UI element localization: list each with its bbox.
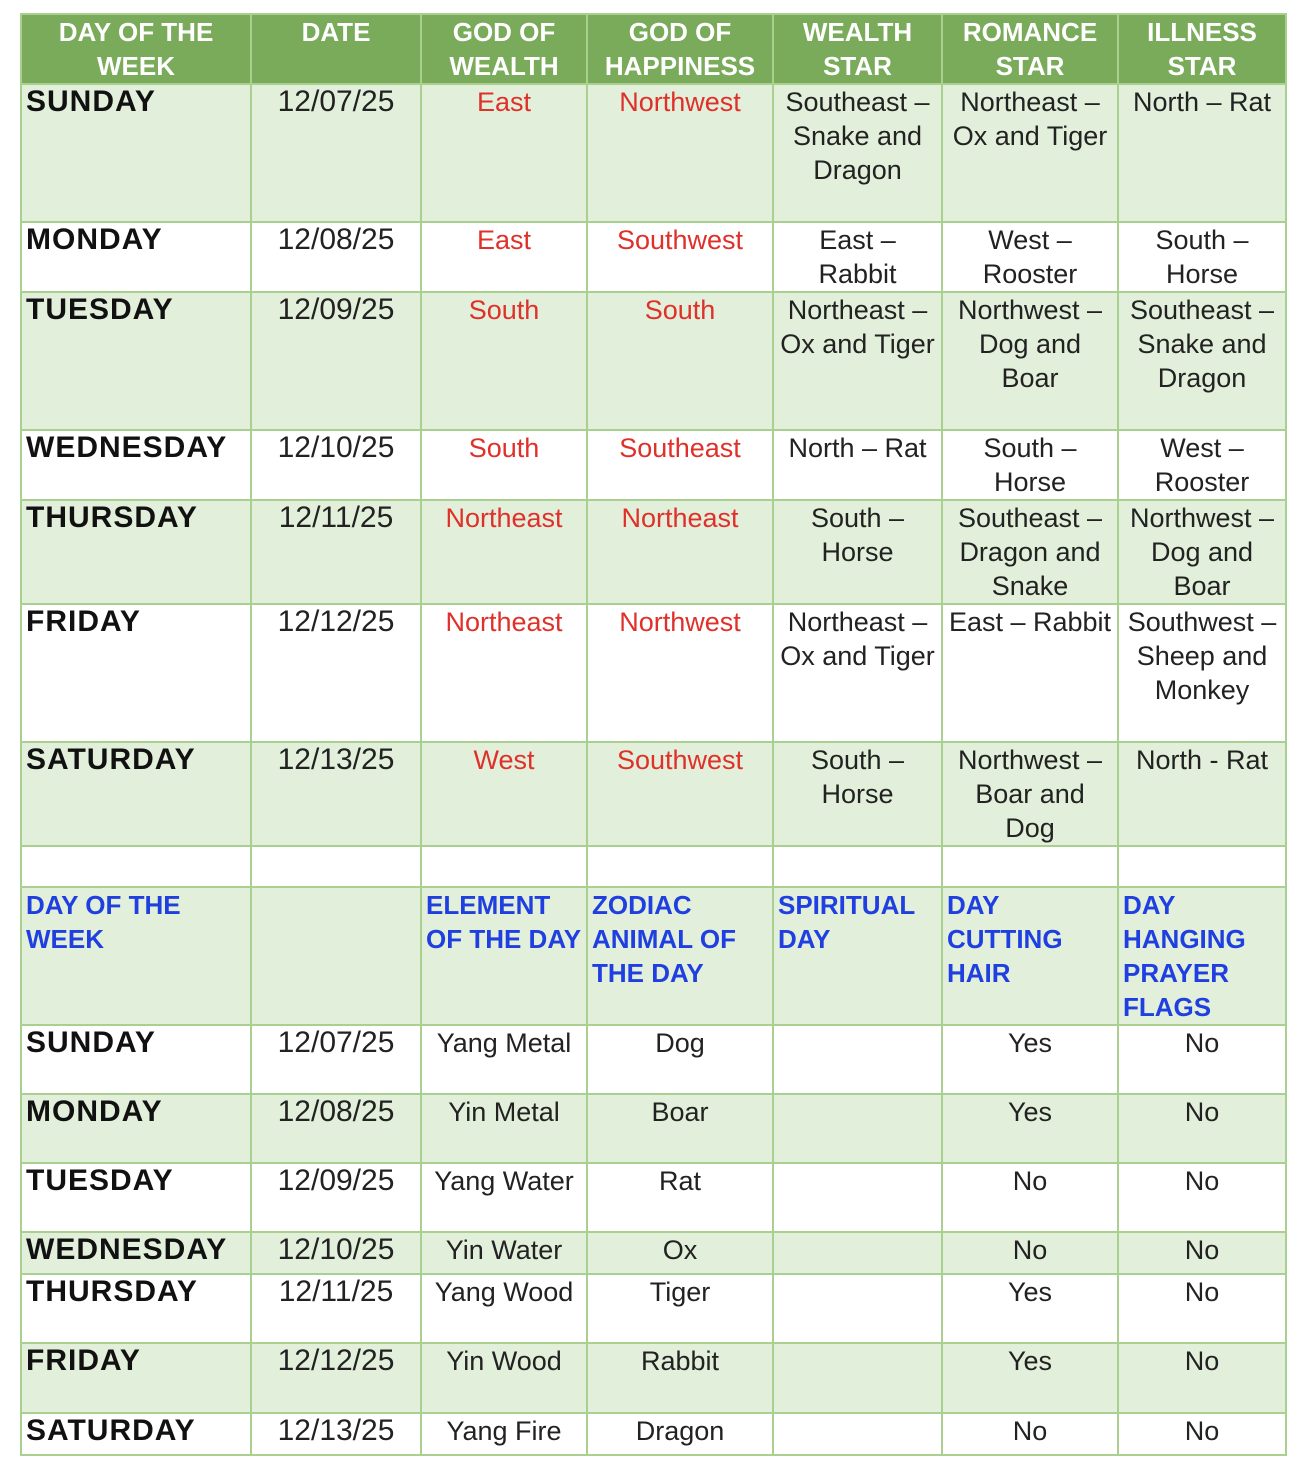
empty-cell — [587, 846, 773, 887]
god-of-wealth-cell: South — [421, 292, 587, 430]
date-cell: 12/07/25 — [251, 1025, 421, 1094]
zodiac-animal-cell: Boar — [587, 1094, 773, 1163]
spiritual-day-cell — [773, 1343, 942, 1413]
header-row — [21, 14, 1286, 84]
day-cell: SUNDAY — [21, 84, 251, 222]
prayer-flags-cell: No — [1118, 1274, 1286, 1343]
element-cell: Yin Wood — [421, 1343, 587, 1413]
table-row — [21, 1232, 1286, 1274]
romance-star-cell: West – Rooster — [942, 222, 1118, 292]
day-cell: TUESDAY — [21, 1163, 251, 1232]
empty-cell — [421, 846, 587, 887]
header-day-2: DAY OF THE WEEK — [21, 887, 251, 1025]
spiritual-day-cell — [773, 1025, 942, 1094]
prayer-flags-cell: No — [1118, 1232, 1286, 1274]
date-cell: 12/11/25 — [251, 500, 421, 604]
day-cell: WEDNESDAY — [21, 430, 251, 500]
illness-star-cell: South – Horse — [1118, 222, 1286, 292]
date-cell: 12/12/25 — [251, 1343, 421, 1413]
header-blank — [251, 887, 421, 1025]
table-row — [21, 84, 1286, 222]
god-of-happiness-cell: Southwest — [587, 742, 773, 846]
empty-cell — [21, 846, 251, 887]
wealth-star-cell: South – Horse — [773, 742, 942, 846]
god-of-happiness-cell: Northwest — [587, 604, 773, 742]
spiritual-day-cell — [773, 1232, 942, 1274]
wealth-star-cell: Northeast – Ox and Tiger — [773, 292, 942, 430]
second-header-row — [21, 887, 1286, 1025]
god-of-wealth-cell: Northeast — [421, 604, 587, 742]
romance-star-cell: Southeast – Dragon and Snake — [942, 500, 1118, 604]
day-cell: THURSDAY — [21, 500, 251, 604]
header-zodiac-animal: ZODIAC ANIMAL OF THE DAY — [587, 887, 773, 1025]
table-row — [21, 1094, 1286, 1163]
wealth-star-cell: South – Horse — [773, 500, 942, 604]
day-cell: WEDNESDAY — [21, 1232, 251, 1274]
header-romance-star: ROMANCE STAR — [942, 14, 1118, 84]
date-cell: 12/07/25 — [251, 84, 421, 222]
god-of-wealth-cell: South — [421, 430, 587, 500]
table-row — [21, 604, 1286, 742]
cutting-hair-cell: No — [942, 1163, 1118, 1232]
cutting-hair-cell: Yes — [942, 1094, 1118, 1163]
table-row — [21, 1274, 1286, 1343]
header-illness-star: ILLNESS STAR — [1118, 14, 1286, 84]
god-of-happiness-cell: Southwest — [587, 222, 773, 292]
day-cell: SATURDAY — [21, 742, 251, 846]
god-of-happiness-cell: Northwest — [587, 84, 773, 222]
header-prayer-flags: DAY HANGING PRAYER FLAGS — [1118, 887, 1286, 1025]
date-cell: 12/09/25 — [251, 292, 421, 430]
header-wealth-star: WEALTH STAR — [773, 14, 942, 84]
feng-shui-schedule-table — [20, 13, 1287, 1456]
zodiac-animal-cell: Rabbit — [587, 1343, 773, 1413]
day-cell: SATURDAY — [21, 1413, 251, 1455]
cutting-hair-cell: Yes — [942, 1274, 1118, 1343]
god-of-happiness-cell: Southeast — [587, 430, 773, 500]
cutting-hair-cell: No — [942, 1413, 1118, 1455]
zodiac-animal-cell: Dog — [587, 1025, 773, 1094]
god-of-wealth-cell: East — [421, 84, 587, 222]
table-row — [21, 1413, 1286, 1455]
romance-star-cell: South – Horse — [942, 430, 1118, 500]
cutting-hair-cell: Yes — [942, 1025, 1118, 1094]
date-cell: 12/09/25 — [251, 1163, 421, 1232]
zodiac-animal-cell: Ox — [587, 1232, 773, 1274]
date-cell: 12/10/25 — [251, 1232, 421, 1274]
cutting-hair-cell: No — [942, 1232, 1118, 1274]
date-cell: 12/08/25 — [251, 1094, 421, 1163]
date-cell: 12/13/25 — [251, 1413, 421, 1455]
prayer-flags-cell: No — [1118, 1163, 1286, 1232]
header-date: DATE — [251, 14, 421, 84]
day-cell: SUNDAY — [21, 1025, 251, 1094]
element-cell: Yang Wood — [421, 1274, 587, 1343]
empty-cell — [1118, 846, 1286, 887]
day-cell: MONDAY — [21, 222, 251, 292]
date-cell: 12/11/25 — [251, 1274, 421, 1343]
table-row — [21, 1343, 1286, 1413]
element-cell: Yang Metal — [421, 1025, 587, 1094]
date-cell: 12/08/25 — [251, 222, 421, 292]
prayer-flags-cell: No — [1118, 1025, 1286, 1094]
empty-cell — [942, 846, 1118, 887]
header-cutting-hair: DAY CUTTING HAIR — [942, 887, 1118, 1025]
illness-star-cell: North – Rat — [1118, 84, 1286, 222]
spacer-row — [21, 846, 1286, 887]
prayer-flags-cell: No — [1118, 1413, 1286, 1455]
god-of-wealth-cell: Northeast — [421, 500, 587, 604]
prayer-flags-cell: No — [1118, 1094, 1286, 1163]
header-spiritual-day: SPIRITUAL DAY — [773, 887, 942, 1025]
header-god-of-happiness: GOD OF HAPPINESS — [587, 14, 773, 84]
table-row — [21, 1163, 1286, 1232]
element-cell: Yang Fire — [421, 1413, 587, 1455]
cutting-hair-cell: Yes — [942, 1343, 1118, 1413]
element-cell: Yin Water — [421, 1232, 587, 1274]
zodiac-animal-cell: Rat — [587, 1163, 773, 1232]
day-cell: FRIDAY — [21, 1343, 251, 1413]
illness-star-cell: Southeast – Snake and Dragon — [1118, 292, 1286, 430]
table-row — [21, 1025, 1286, 1094]
table-row — [21, 292, 1286, 430]
table-row — [21, 430, 1286, 500]
wealth-star-cell: Southeast – Snake and Dragon — [773, 84, 942, 222]
wealth-star-cell: North – Rat — [773, 430, 942, 500]
empty-cell — [251, 846, 421, 887]
element-cell: Yin Metal — [421, 1094, 587, 1163]
romance-star-cell: East – Rabbit — [942, 604, 1118, 742]
header-element: ELEMENT OF THE DAY — [421, 887, 587, 1025]
spiritual-day-cell — [773, 1094, 942, 1163]
god-of-wealth-cell: East — [421, 222, 587, 292]
illness-star-cell: West – Rooster — [1118, 430, 1286, 500]
wealth-star-cell: Northeast – Ox and Tiger — [773, 604, 942, 742]
zodiac-animal-cell: Dragon — [587, 1413, 773, 1455]
romance-star-cell: Northwest – Dog and Boar — [942, 292, 1118, 430]
table-row — [21, 222, 1286, 292]
date-cell: 12/12/25 — [251, 604, 421, 742]
day-cell: MONDAY — [21, 1094, 251, 1163]
table-row — [21, 500, 1286, 604]
god-of-wealth-cell: West — [421, 742, 587, 846]
header-god-of-wealth: GOD OF WEALTH — [421, 14, 587, 84]
date-cell: 12/10/25 — [251, 430, 421, 500]
table-row — [21, 742, 1286, 846]
illness-star-cell: Southwest – Sheep and Monkey — [1118, 604, 1286, 742]
wealth-star-cell: East – Rabbit — [773, 222, 942, 292]
spiritual-day-cell — [773, 1163, 942, 1232]
god-of-happiness-cell: Northeast — [587, 500, 773, 604]
spiritual-day-cell — [773, 1274, 942, 1343]
header-day: DAY OF THE WEEK — [21, 14, 251, 84]
empty-cell — [773, 846, 942, 887]
illness-star-cell: North - Rat — [1118, 742, 1286, 846]
god-of-happiness-cell: South — [587, 292, 773, 430]
element-cell: Yang Water — [421, 1163, 587, 1232]
zodiac-animal-cell: Tiger — [587, 1274, 773, 1343]
illness-star-cell: Northwest – Dog and Boar — [1118, 500, 1286, 604]
prayer-flags-cell: No — [1118, 1343, 1286, 1413]
day-cell: FRIDAY — [21, 604, 251, 742]
romance-star-cell: Northwest – Boar and Dog — [942, 742, 1118, 846]
date-cell: 12/13/25 — [251, 742, 421, 846]
romance-star-cell: Northeast – Ox and Tiger — [942, 84, 1118, 222]
spiritual-day-cell — [773, 1413, 942, 1455]
day-cell: THURSDAY — [21, 1274, 251, 1343]
day-cell: TUESDAY — [21, 292, 251, 430]
